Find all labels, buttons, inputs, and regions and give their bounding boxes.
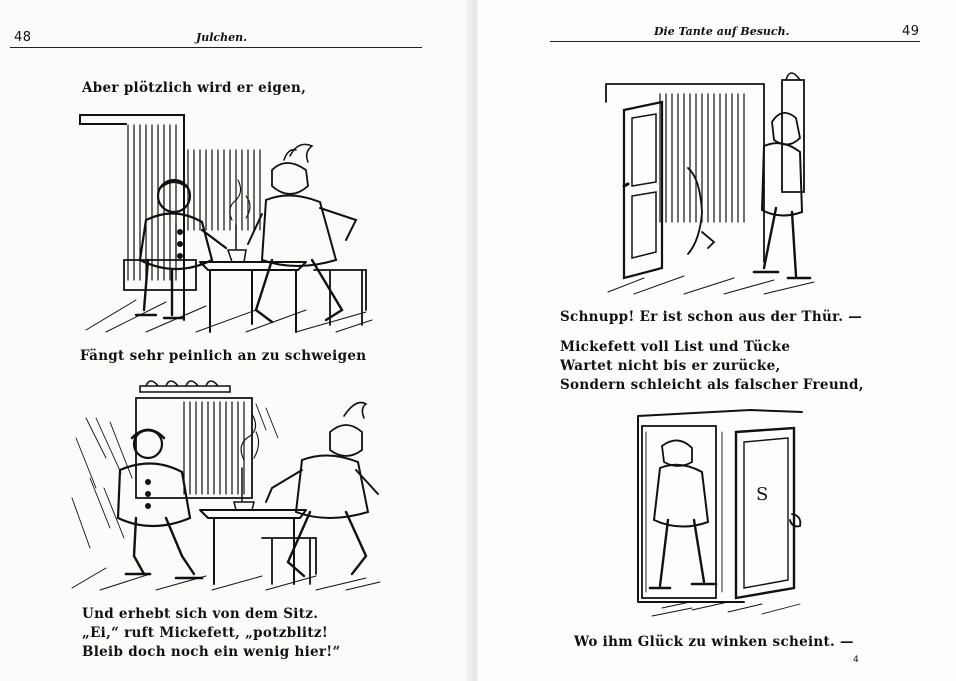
verse-left-3-line-2: „Ei,“ ruft Mickefett, „potzblitz!: [82, 625, 329, 641]
illustration-two-men-at-table: [76, 110, 376, 335]
verse-right-2-line-3: Sondern schleicht als falscher Freund,: [560, 377, 864, 393]
verse-right-1: Schnupp! Er ist schon aus der Thür. —: [560, 309, 863, 325]
right-page: [478, 0, 956, 681]
illustration-man-rising: [66, 378, 386, 593]
illustration-mickefett-sneaking: [632, 402, 812, 622]
running-head-right: Die Tante auf Besuch.: [654, 25, 790, 38]
door-letter: S: [756, 484, 769, 505]
page-number-right: 49: [902, 24, 920, 39]
verse-right-2-line-1: Mickefett voll List und Tücke: [560, 339, 791, 355]
signature-mark: 4: [853, 655, 859, 665]
verse-left-3-line-3: Bleib doch noch ein wenig hier!“: [82, 644, 341, 660]
header-rule-right: [550, 41, 920, 42]
verse-right-3: Wo ihm Glück zu winken scheint. —: [574, 634, 854, 650]
page-number-left: 48: [14, 30, 32, 45]
verse-left-1: Aber plötzlich wird er eigen,: [82, 80, 307, 96]
verse-left-3-line-1: Und erhebt sich von dem Sitz.: [82, 606, 319, 622]
header-rule-left: [10, 47, 422, 48]
left-page: [0, 0, 470, 681]
verse-right-2-line-2: Wartet nicht bis er zurücke,: [560, 358, 781, 374]
running-head-left: Julchen.: [196, 31, 247, 44]
illustration-man-leaving-through-door: [604, 72, 829, 297]
verse-left-2: Fängt sehr peinlich an zu schweigen: [80, 348, 367, 364]
